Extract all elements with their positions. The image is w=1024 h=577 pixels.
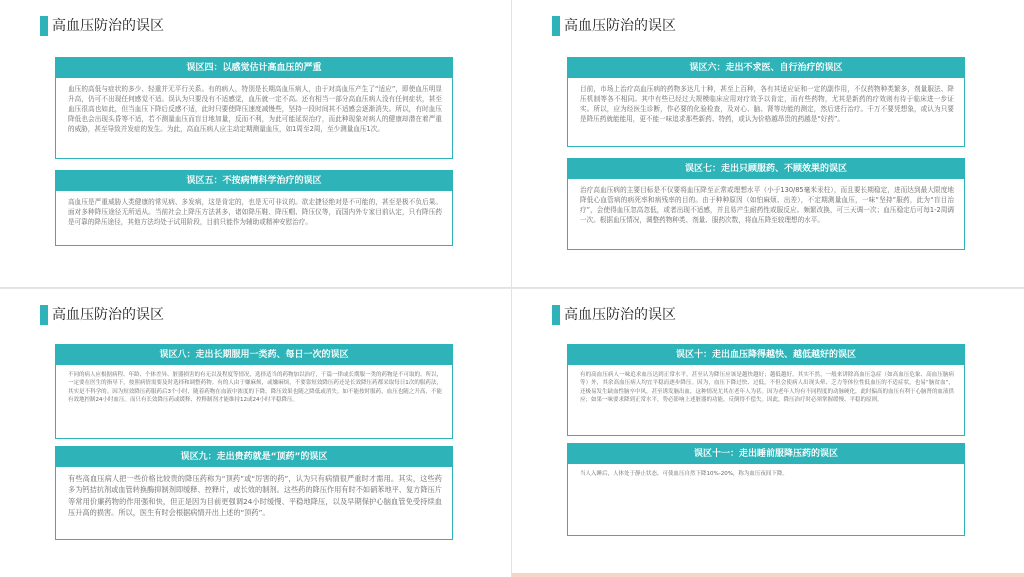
panel-heading: 误区十一：走出睡前服降压药的误区 <box>568 444 964 464</box>
panel-text: 目前，市场上治疗高血压病的药物多达几十种，甚至上百种，各有其适应证和一定的副作用，不仅药物种类繁多，剂量服法、降压机制等各不相同。其中有些已经过大规模临床应用对疗效予以肯定，而有些药物，尤其是新药的疗效则有待于临床进一步证实。所以，应为经医生诊断，作必要的化验检查，及对心、脑、肾等功能的测定，然后进行治疗。千万不要凭想象，或认为只要是降压药就能能用，更不能一味追求那些新药、特药，或认为价格越昂贵的药越是“好药”。 <box>580 85 954 124</box>
misconception-4-panel <box>55 57 453 159</box>
misconception-10-panel <box>567 344 965 436</box>
misconception-6-panel <box>567 57 965 147</box>
misconception-8-panel <box>55 344 453 439</box>
panel-text: 治疗高血压病的主要目标是不仅要将血压降至正常或理想水平（小于130/85毫米汞柱），而且要长期稳定，进而达到最大限度地降低心血管病的病死率和病残率的目的。由于种种原因（如怕麻烦、出差），不定期测量血压，一味“坚持”服药，此为“盲目治疗”，会使得血压忽高忽低，或者出现不适感，并且易产生耐药性或服反应。频繁改换，可三天调一次；血压稳定后可每1-2周调一次。根据血压情况，调整药物种类、剂量、服药次数，将血压降至较理想的水平。 <box>580 186 954 225</box>
slide-1[interactable] <box>0 0 512 288</box>
slide-3[interactable] <box>0 289 512 577</box>
panel-text: 高血压是严重威胁人类健康的常见病、多发病，这是肯定的，也是无可非议的。欲走捷径绝对是不可能的，甚至是极不负后果。面对多种降压途径无所适从。当前社会上降压方法甚多，诸如降压鞋、降压帽、降压仪等，而国内外专家目前认定，只有降压药是可靠的降压途径，其他方法均处于试用阶段，目前只能作为辅助或精神安慰治疗。 <box>68 198 442 227</box>
panel-heading: 误区五：不按病情科学治疗的误区 <box>56 171 452 191</box>
panel-heading: 误区九：走出贵药就是“顶药”的误区 <box>56 447 452 467</box>
panel-heading: 误区十：走出血压降得越快、越低越好的误区 <box>568 345 964 365</box>
misconception-11-panel <box>567 443 965 536</box>
slide-title: 高血压防治的误区 <box>52 307 164 323</box>
misconception-5-panel <box>55 170 453 246</box>
panel-heading: 误区六：走出不求医、自行治疗的误区 <box>568 58 964 78</box>
panel-text: 有些高血压病人把一些价格比较贵的降压药称为“顶药”或“厉害的药”，认为只有病情很严重时才需用。其实，这些药多为钙拮抗剂或血管转换酶抑制剂即缓释、控释片，或长效的制剂。这些药的降压作用有时不如硝苯地平、复方降压片等常用价廉药物的作用强和快，但正是因为目前更强调24小时缓慢、平稳地降压，以及早期保护心脑血管免受持续血压升高的损害。所以，医生有时会根据病情开出上述的“顶药”。 <box>68 474 442 518</box>
title-accent-bar <box>552 305 560 325</box>
panel-text: 不同的病人应根据病程、年龄、个体差异、脏器损害的有无以及程度等情况，选择适当的药物加以治疗，千篇一律或长期服一类的药物是不可取的。所以，一定要在医生的指导下，按照病情需要及时选择和调整药物。有的人由于嫌麻烦，或嫌麻烦，不要靠短效降压药还是长效降压药都采取每日1次的服药法，其实是不科学的。因为短效降压药服药后3个小时，随着药物在血液中浓度的下降，降压效果也随之降低或消失。如不能按时服药，血压也随之升高，不能有效地控制24小时血压。而只有长效降压药或缓释、控释制剂才能维持12或24小时平稳降压。 <box>68 372 443 403</box>
panel-heading: 误区七：走出只顾服药、不顾效果的误区 <box>568 159 964 179</box>
panel-heading: 误区四：以感觉估计高血压的严重 <box>56 58 452 78</box>
slide-2[interactable] <box>512 0 1024 288</box>
slide-4[interactable] <box>512 289 1024 577</box>
title-accent-bar <box>40 305 48 325</box>
title-accent-bar <box>40 16 48 36</box>
title-accent-bar <box>552 16 560 36</box>
slide-title: 高血压防治的误区 <box>52 18 164 34</box>
slide-title: 高血压防治的误区 <box>564 18 676 34</box>
panel-text: 当人入睡后，人体处于静止状态，可使血压自然下降10%-20%，称为血压夜间下降。 <box>580 471 788 477</box>
panel-text: 血压的高低与症状的多少、轻重并无平行关系。有的病人，特别是长期高血压病人，由于对高血压产生了“适应”，即使血压明显升高，仍可不出现任何感觉不适。误认为只要没有不适感觉，血压就一定不高。还有相当一部分高血压病人没有任何症状，甚至血压很高也如此，但当血压下降后反感不适，此时只要使降压速度减慢些，坚持一段时间其不适感会逐渐消失。所以，有时血压降低也会出现头昏等不适，若不测量血压而盲目地加量，反而不利，为此可能延误治疗，而此种现象对病人的健康却潜在着严重的威胁，甚至导致并发症的发生。为此，高血压病人应主动定期测量血压，如1周至2周，至少测量血压1次。 <box>68 85 442 134</box>
panel-heading: 误区八：走出长期服用一类药、每日一次的误区 <box>56 345 452 365</box>
bottom-accent-strip <box>512 573 1024 577</box>
panel-text: 有的高血压病人一味追求血压达到正常水平，甚至认为降压应该是越快越好；越低越好。其实不然，一般来讲除高血压急症（如高血压危象、高血压脑病等）外，其余高血压病人均宜平稳而逐步降压。因为，血压下降过快、过低，不但会使病人出现头晕、乏力等体位性低血压的不适症状，也易“脑贫血”，还极易发生缺血性脑卒中风，甚至诱发脑出血，这种情况尤其在老年人为甚。因为老年人均有不同程度的动脉硬化，此时偏高的血压有利于心脑肾的血液供应；如果一味要求降到正常水平，势必影响上述脏器的功能，反倒得不偿失。因此，降压治疗时必须掌握缓慢、平稳的原则。 <box>580 372 955 403</box>
misconception-9-panel <box>55 446 453 540</box>
slide-title: 高血压防治的误区 <box>564 307 676 323</box>
misconception-7-panel <box>567 158 965 250</box>
